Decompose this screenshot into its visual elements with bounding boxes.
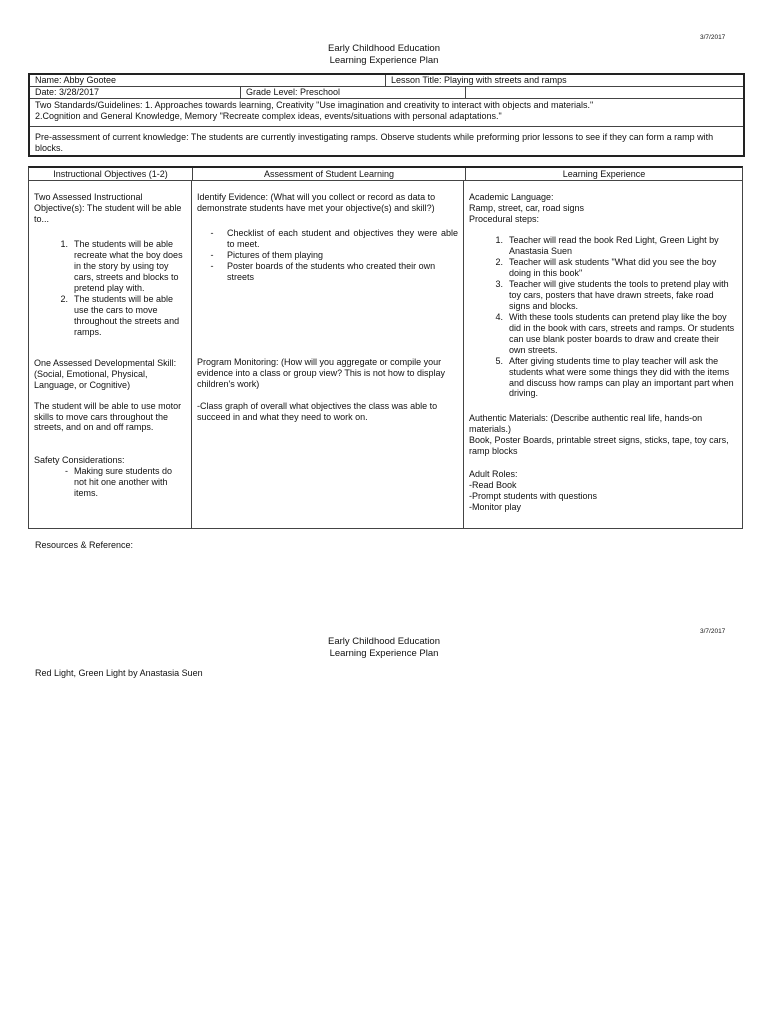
list-number: 2. (495, 256, 503, 267)
col-header-assessment: Assessment of Student Learning (193, 168, 466, 180)
evidence-item: Poster boards of the students who created their own streets (227, 260, 436, 282)
adult-role-item: -Prompt students with questions (469, 491, 598, 502)
materials-text: Book, Poster Boards, printable street signs, sticks, tape, toy cars, ramp blocks (469, 435, 729, 457)
list-item (34, 294, 186, 338)
evidence-item: Checklist of each student and objectives they were able to meet. (227, 227, 458, 249)
list-item (197, 250, 458, 261)
lesson-title-field: Lesson Title: Playing with streets and ramps (391, 75, 567, 85)
learning-experience-column (464, 181, 742, 528)
name-field: Name: Abby Gootee (30, 75, 386, 86)
page2-subtitle: Learning Experience Plan (329, 648, 439, 659)
page1-date: 3/7/2017 (700, 34, 726, 41)
academic-language-heading: Academic Language: (469, 192, 554, 202)
resources-label: Resources & Reference: (35, 540, 134, 550)
dev-skill-heading: One Assessed Developmental Skill: (Social, Emotional, Physical, Language, or Cognitive) (34, 357, 177, 390)
table-header-row (29, 168, 742, 181)
page1-subtitle: Learning Experience Plan (329, 55, 439, 66)
standards-block (30, 99, 743, 127)
academic-language-text: Ramp, street, car, road signs (469, 202, 585, 213)
col-header-objectives: Instructional Objectives (1-2) (29, 168, 193, 180)
header-row-date (30, 87, 743, 99)
safety-heading: Safety Considerations: (34, 455, 125, 466)
step-text: Teacher will read the book Red Light, Green Light by Anastasia Suen (509, 234, 719, 256)
date-field: Date: 3/28/2017 (30, 87, 241, 98)
list-number: 4. (495, 311, 503, 322)
preassessment-block: Pre-assessment of current knowledge: The students are currently investigating ramps. Observe students while preforming prior lessons to see if they can form a ramp with blocks. (35, 132, 714, 153)
col-header-learning-experience: Learning Experience (562, 169, 646, 179)
list-item (469, 235, 737, 257)
objective-text: The students will be able use the cars to move throughout the streets and ramps. (74, 293, 180, 337)
table-body-row (29, 181, 742, 528)
step-text: Teacher will ask students "What did you see the boy doing in this book" (509, 256, 717, 278)
safety-item: Making sure students do not hit one another with items. (74, 466, 173, 499)
step-text: With these tools students can pretend play like the boy did in the book with cars, streets and ramps. Or students can use blank poster boards to draw and create their own streets. (509, 311, 735, 355)
monitoring-text: -Class graph of overall what objectives the class was able to succeed in and what they need to work on. (197, 400, 438, 422)
list-dash: - (210, 249, 214, 260)
page1-title: Early Childhood Education (328, 43, 440, 54)
list-item (469, 257, 737, 279)
assessment-column (192, 181, 464, 528)
grade-level-field: Grade Level: Preschool (241, 87, 466, 98)
adult-role-item: -Read Book (469, 480, 517, 491)
evidence-heading: Identify Evidence: (What will you collect or record as data to demonstrate students have met your objective(s) and skill?) (197, 192, 436, 213)
list-number: 1. (60, 238, 68, 249)
list-item (197, 261, 458, 283)
monitoring-heading: Program Monitoring: (How will you aggregate or compile your evidence into a class or group view? This is not how to display children's work) (197, 356, 445, 389)
list-dash: - (210, 227, 214, 238)
dev-skill-text: The student will be able to use motor skills to move cars throughout the streets, and on and off ramps. (34, 400, 182, 433)
list-item (34, 466, 186, 499)
page2-date: 3/7/2017 (700, 628, 726, 635)
list-item (469, 279, 737, 312)
lesson-header-box (28, 73, 745, 157)
list-item (469, 312, 737, 356)
evidence-item: Pictures of them playing (227, 249, 324, 260)
objective-text: The students will be able recreate what the boy does in the story by using toy cars, streets and blocks to pretend play with. (74, 238, 183, 293)
step-text: Teacher will give students the tools to pretend play with toy cars, posters that have drawn streets, fake road signs and blocks. (509, 278, 729, 311)
list-dash: - (65, 466, 68, 477)
standards-line-2: 2.Cognition and General Knowledge, Memory "Recreate complex ideas, events/situations with personal adaptations." (35, 110, 502, 121)
list-number: 5. (495, 355, 503, 366)
procedural-steps-list (469, 235, 737, 400)
list-number: 2. (60, 293, 68, 304)
header-row-name (30, 75, 743, 87)
header-empty-cell (466, 87, 743, 98)
list-item (197, 228, 458, 250)
objectives-intro: Two Assessed Instructional Objective(s): The student will be able to... (34, 192, 182, 224)
page2-title: Early Childhood Education (328, 636, 440, 647)
step-text: After giving students time to play teacher will ask the students what were some things they did with the items and discuss how ramps can play an important part when driving. (509, 355, 734, 399)
adult-role-item: -Monitor play (469, 502, 522, 513)
evidence-list (197, 228, 458, 283)
procedural-heading: Procedural steps: (469, 213, 540, 224)
reference-text: Red Light, Green Light by Anastasia Suen (35, 668, 203, 678)
list-item (469, 356, 737, 400)
objectives-list (34, 239, 186, 338)
materials-heading: Authentic Materials: (Describe authentic real life, hands-on materials.) (469, 413, 703, 435)
list-number: 1. (495, 234, 503, 245)
objectives-column (29, 181, 192, 528)
lesson-plan-table (28, 166, 743, 529)
standards-line-1: Two Standards/Guidelines: 1. Approaches towards learning, Creativity "Use imagination and creativity to interact with objects and materials." (35, 100, 594, 110)
list-number: 3. (495, 278, 503, 289)
adult-roles-heading: Adult Roles: (469, 469, 518, 480)
list-dash: - (210, 260, 214, 271)
list-item (34, 239, 186, 294)
